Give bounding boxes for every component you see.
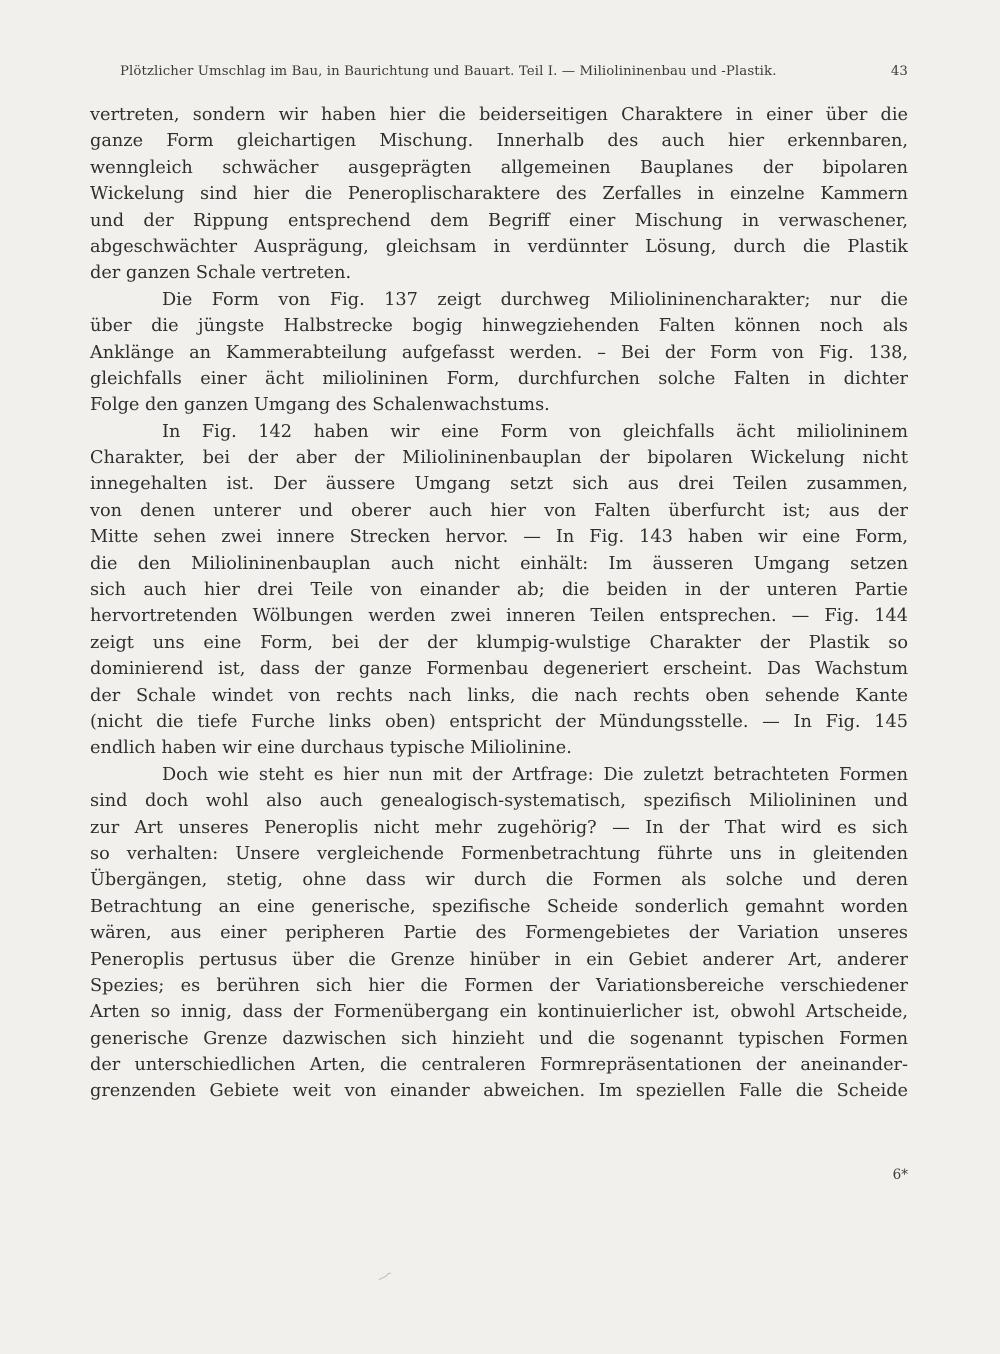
text-line: der Schale windet von rechts nach links, die nach rechts oben sehende Kante — [90, 685, 908, 706]
text-line: grenzenden Gebiete weit von einander abweichen. Im speziellen Falle die Scheide — [90, 1081, 908, 1102]
text-line: Anklänge an Kammerabteilung aufgefasst werden. – Bei der Form von Fig. 138, — [90, 342, 908, 363]
text-line: wenngleich schwächer ausgeprägten allgemeinen Bauplanes der bipolaren — [90, 157, 908, 178]
text-line: so verhalten: Unsere vergleichende Formenbetrachtung führte uns in gleitenden — [90, 843, 908, 864]
text-line: Spezies; es berühren sich hier die Formen der Variationsbereiche verschiedener — [90, 975, 908, 996]
text-line: sich auch hier drei Teile von einander ab; die beiden in der unteren Partie — [90, 580, 908, 601]
text-line: und der Rippung entsprechend dem Begriff einer Mischung in verwaschener, — [90, 210, 908, 231]
text-line: ganze Form gleichartigen Mischung. Innerhalb des auch hier erkennbaren, — [90, 131, 908, 152]
text-line: vertreten, sondern wir haben hier die beiderseitigen Charaktere in einer über die — [90, 105, 908, 125]
text-line: der unterschiedlichen Arten, die centraleren Formrepräsentationen der aneinander- — [90, 1055, 908, 1076]
text-line: die den Miliolininenbauplan auch nicht einhält: Im äusseren Umgang setzen — [90, 553, 908, 574]
text-line: über die jüngste Halbstrecke bogig hinwegziehenden Falten können noch als — [90, 316, 908, 337]
text-line: innegehalten ist. Der äussere Umgang setzt sich aus drei Teilen zusammen, — [90, 474, 908, 495]
paragraph-start-line: In Fig. 142 haben wir eine Form von gleichfalls ächt miliolininem — [162, 421, 908, 442]
text-line: sind doch wohl also auch genealogisch-systematisch, spezifisch Miliolininen und — [90, 791, 908, 812]
text-line: dominierend ist, dass der ganze Formenbau degeneriert erscheint. Das Wachstum — [90, 659, 908, 680]
text-line: zeigt uns eine Form, bei der der klumpig-wulstige Charakter der Plastik so — [90, 632, 908, 653]
text-line: von denen unterer und oberer auch hier von Falten überfurcht ist; aus der — [90, 500, 908, 521]
text-line: Charakter, bei der aber der Miliolininenbauplan der bipolaren Wickelung nicht — [90, 448, 908, 469]
body-text — [90, 102, 908, 1105]
text-line: endlich haben wir eine durchaus typische Miliolinine. — [90, 738, 572, 759]
text-line: der ganzen Schale vertreten. — [90, 263, 352, 284]
text-line: wären, aus einer peripheren Partie des Formengebietes der Variation unseres — [90, 923, 908, 944]
text-line: generische Grenze dazwischen sich hinzieht und die sogenannt typischen Formen — [90, 1028, 908, 1049]
text-line: Folge den ganzen Umgang des Schalenwachstums. — [90, 395, 550, 416]
paragraph-start-line: Doch wie steht es hier nun mit der Artfrage: Die zuletzt betrachteten Formen — [162, 764, 908, 785]
text-line: Wickelung sind hier die Peneroplischaraktere des Zerfalles in einzelne Kammern — [90, 184, 908, 205]
paragraph-start-line: Die Form von Fig. 137 zeigt durchweg Miliolininencharakter; nur die — [162, 289, 908, 310]
text-line: abgeschwächter Ausprägung, gleichsam in verdünnter Lösung, durch die Plastik — [90, 236, 908, 257]
text-line: (nicht die tiefe Furche links oben) entspricht der Mündungsstelle. — In Fig. 145 — [90, 711, 908, 732]
text-line: hervortretenden Wölbungen werden zwei inneren Teilen entsprechen. — Fig. 144 — [90, 606, 908, 627]
page-number: 43 — [890, 64, 908, 79]
text-line: Peneroplis pertusus über die Grenze hinüber in ein Gebiet anderer Art, anderer — [90, 949, 908, 970]
signature-mark: 6* — [892, 1167, 908, 1183]
text-line: Betrachtung an eine generische, spezifische Scheide sonderlich gemahnt worden — [90, 896, 908, 917]
text-line: Übergängen, stetig, ohne dass wir durch die Formen als solche und deren — [90, 870, 908, 891]
smudge-mark — [378, 1272, 392, 1282]
text-line: Mitte sehen zwei innere Strecken hervor. — In Fig. 143 haben wir eine Form, — [90, 527, 908, 548]
text-line: gleichfalls einer ächt miliolininen Form, durchfurchen solche Falten in dichter — [90, 368, 908, 389]
running-head-title: Plötzlicher Umschlag im Bau, in Baurichtung und Bauart. Teil I. — Miliolininenbau und -Plastik. — [120, 64, 777, 79]
text-line: zur Art unseres Peneroplis nicht mehr zugehörig? — In der That wird es sich — [90, 817, 908, 838]
text-line: Arten so innig, dass der Formenübergang ein kontinuierlicher ist, obwohl Artscheide, — [90, 1002, 908, 1023]
